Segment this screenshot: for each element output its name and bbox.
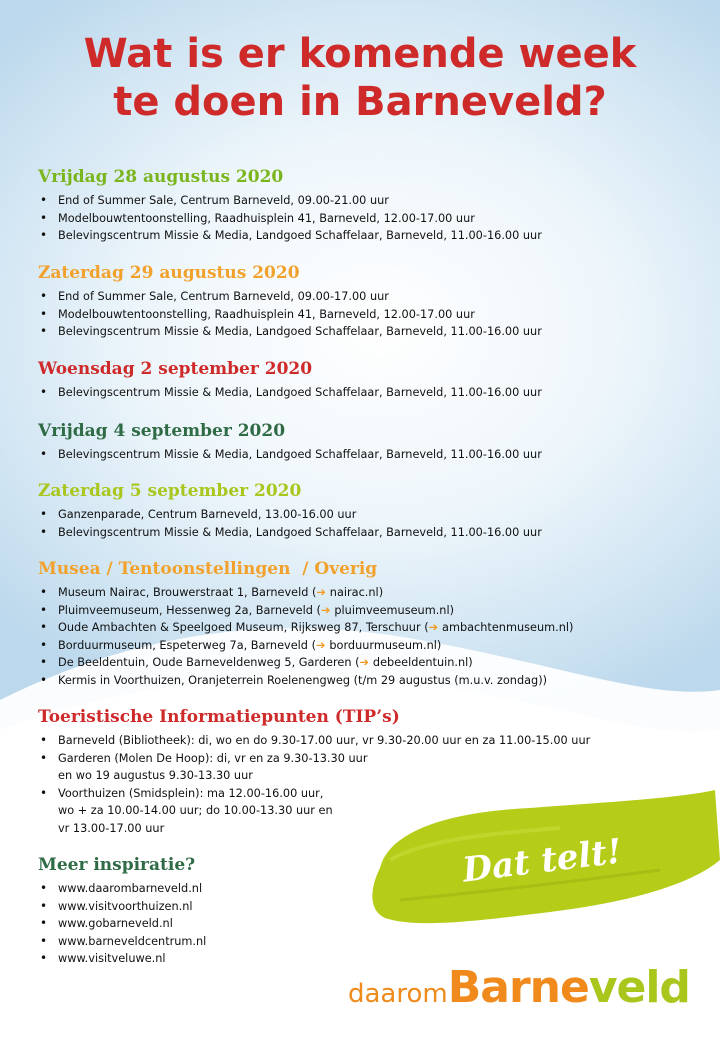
website-link[interactable]: • www.visitveluwe.nl — [38, 950, 698, 968]
musea-list — [38, 584, 698, 689]
musea-section — [38, 558, 698, 689]
list-item: • Museum Nairac, Brouwerstraat 1, Barneveld (➔ nairac.nl) — [38, 584, 698, 602]
list-item: • Oude Ambachten & Speelgoed Museum, Rijksweg 87, Terschuur (➔ ambachtenmuseum.nl) — [38, 619, 698, 637]
list-item: • Barneveld (Bibliotheek): di, wo en do 9.30-17.00 uur, vr 9.30-20.00 uur en za 11.00-15.00 uur — [38, 732, 698, 750]
website-link[interactable]: debeeldentuin.nl — [372, 656, 469, 669]
list-item: • Modelbouwtentoonstelling, Raadhuisplein 41, Barneveld, 12.00-17.00 uur — [38, 210, 698, 228]
day-heading: Woensdag 2 september 2020 — [38, 359, 313, 379]
day-section — [38, 358, 698, 402]
day-heading: Zaterdag 29 augustus 2020 — [38, 263, 300, 283]
day-section — [38, 166, 698, 245]
logo — [348, 962, 698, 1013]
event-list — [38, 288, 698, 341]
title-line-2: te doen in Barneveld? — [113, 79, 607, 125]
list-item: • Belevingscentrum Missie & Media, Landgoed Schaffelaar, Barneveld, 11.00-16.00 uur — [38, 384, 698, 402]
arrow-right-icon: ➔ — [428, 621, 443, 634]
day-heading: Vrijdag 28 augustus 2020 — [38, 167, 284, 187]
event-list — [38, 192, 698, 245]
list-item: • Pluimveemuseum, Hessenweg 2a, Barneveld (➔ pluimveemuseum.nl) — [38, 602, 698, 620]
list-item: • Garderen (Molen De Hoop): di, vr en za 9.30-13.30 uur en wo 19 augustus 9.30-13.30 uur — [38, 750, 698, 785]
list-item: • Belevingscentrum Missie & Media, Landgoed Schaffelaar, Barneveld, 11.00-16.00 uur — [38, 524, 698, 542]
website-link[interactable]: • www.daarombarneveld.nl — [38, 880, 698, 898]
event-list — [38, 446, 698, 464]
day-section — [38, 262, 698, 341]
website-link[interactable]: • www.visitvoorthuizen.nl — [38, 898, 698, 916]
title-line-1: Wat is er komende week — [83, 31, 637, 77]
list-item: • End of Summer Sale, Centrum Barneveld, 09.00-21.00 uur — [38, 192, 698, 210]
list-item: • Kermis in Voorthuizen, Oranjeterrein Roelenengweg (t/m 29 augustus (m.u.v. zondag)) — [38, 672, 698, 690]
event-list — [38, 384, 698, 402]
list-item: • End of Summer Sale, Centrum Barneveld, 09.00-17.00 uur — [38, 288, 698, 306]
meer-heading: Meer inspiratie? — [38, 855, 196, 875]
arrow-right-icon: ➔ — [359, 656, 373, 669]
page-title — [0, 30, 720, 126]
website-link[interactable]: • www.barneveldcentrum.nl — [38, 933, 698, 951]
list-item: • Voorthuizen (Smidsplein): ma 12.00-16.00 uur, wo + za 10.00-14.00 uur; do 10.00-13.30 uur en vr 13.00-17.00 uur — [38, 785, 698, 838]
musea-heading: Musea / Tentoonstellingen / Overig — [38, 559, 378, 579]
website-link[interactable]: ambachtenmuseum.nl — [442, 621, 570, 634]
day-section — [38, 480, 698, 541]
list-item: • Borduurmuseum, Espeterweg 7a, Barneveld (➔ borduurmuseum.nl) — [38, 637, 698, 655]
logo-big-text: Barneveld — [447, 962, 690, 1013]
list-item: • De Beeldentuin, Oude Barneveldenweg 5, Garderen (➔ debeeldentuin.nl) — [38, 654, 698, 672]
list-item: • Belevingscentrum Missie & Media, Landgoed Schaffelaar, Barneveld, 11.00-16.00 uur — [38, 323, 698, 341]
list-item: • Belevingscentrum Missie & Media, Landgoed Schaffelaar, Barneveld, 11.00-16.00 uur — [38, 227, 698, 245]
arrow-right-icon: ➔ — [320, 603, 335, 617]
slogan: Dat telt! — [460, 831, 624, 891]
website-link[interactable]: pluimveemuseum.nl — [334, 603, 450, 617]
logo-small-text: daarom — [348, 979, 448, 1009]
website-link[interactable]: borduurmuseum.nl — [329, 638, 437, 652]
day-section — [38, 420, 698, 464]
arrow-right-icon: ➔ — [316, 586, 330, 599]
day-heading: Vrijdag 4 september 2020 — [38, 421, 286, 441]
day-heading: Zaterdag 5 september 2020 — [38, 481, 302, 501]
event-list — [38, 506, 698, 541]
tips-heading: Toeristische Informatiepunten (TIP’s) — [38, 707, 400, 727]
arrow-right-icon: ➔ — [315, 638, 330, 652]
list-item: • Ganzenparade, Centrum Barneveld, 13.00-16.00 uur — [38, 506, 698, 524]
website-link[interactable]: nairac.nl — [329, 586, 379, 599]
list-item: • Modelbouwtentoonstelling, Raadhuisplein 41, Barneveld, 12.00-17.00 uur — [38, 306, 698, 324]
website-link[interactable]: • www.gobarneveld.nl — [38, 915, 698, 933]
list-item: • Belevingscentrum Missie & Media, Landgoed Schaffelaar, Barneveld, 11.00-16.00 uur — [38, 446, 698, 464]
